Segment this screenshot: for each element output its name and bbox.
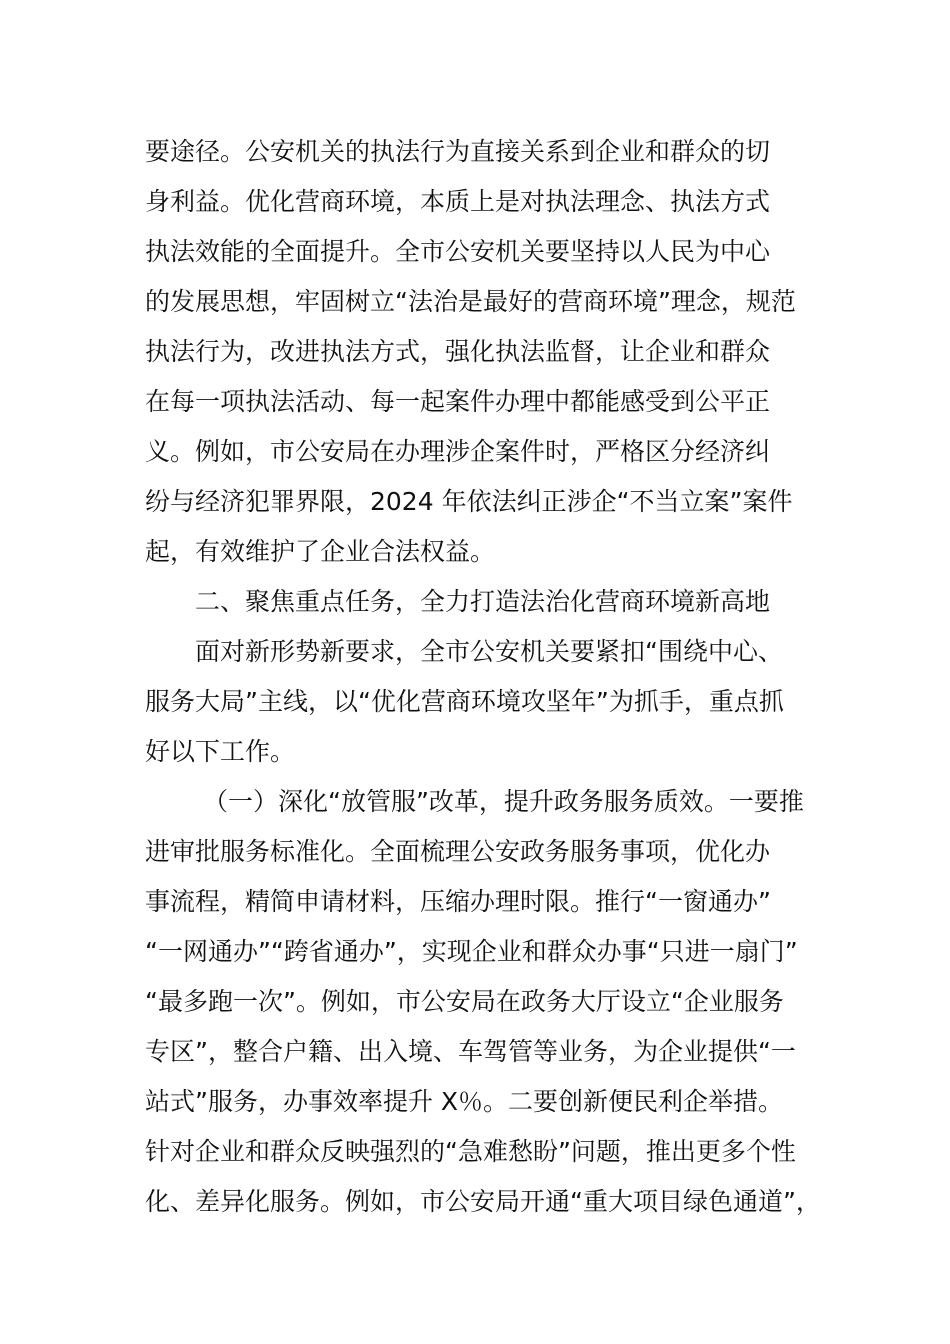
text-line: 服务大局”主线，以“优化营商环境攻坚年”为抓手，重点抓 [145, 687, 784, 716]
text-line: 起，有效维护了企业合法权益。 [145, 537, 496, 566]
text-line: 的发展思想，牢固树立“法治是最好的营商环境”理念，规范 [145, 287, 796, 316]
text-line: 站式”服务，办事效率提升 X％。二要创新便民利企举措。 [145, 1087, 784, 1116]
text-line: 面对新形势新要求，全市公安机关要紧扣“围绕中心、 [195, 637, 783, 666]
text-line: 事流程，精简申请材料，压缩办理时限。推行“一窗通办” [145, 887, 771, 916]
text-line: 执法效能的全面提升。全市公安机关要坚持以人民为中心 [145, 237, 771, 266]
text-line: 义。例如，市公安局在办理涉企案件时，严格区分经济纠 [145, 437, 771, 466]
text-line: 好以下工作。 [145, 737, 296, 766]
document-body [145, 127, 835, 1227]
subsection-heading-line: （一）深化“放管服”改革，提升政务服务质效。一要推 [203, 787, 804, 816]
text-line: “一网通办”“跨省通办”，实现企业和群众办事“只进一扇门” [145, 937, 798, 966]
section-heading: 二、聚焦重点任务，全力打造法治化营商环境新高地 [195, 587, 771, 616]
text-line: 专区”，整合户籍、出入境、车驾管等业务，为企业提供“一 [145, 1037, 796, 1066]
text-line: 执法行为，改进执法方式，强化执法监督，让企业和群众 [145, 337, 771, 366]
text-line: 进审批服务标准化。全面梳理公安政务服务事项，优化办 [145, 837, 771, 866]
text-line: 身利益。优化营商环境，本质上是对执法理念、执法方式 [145, 187, 771, 216]
text-line: 要途径。公安机关的执法行为直接关系到企业和群众的切 [145, 137, 771, 166]
text-line: 针对企业和群众反映强烈的“急难愁盼”问题，推出更多个性 [145, 1137, 796, 1166]
text-line: “最多跑一次”。例如，市公安局在政务大厅设立“企业服务 [145, 987, 784, 1016]
text-line: 纷与经济犯罪界限，2024 年依法纠正涉企“不当立案”案件 [145, 487, 793, 516]
text-line: 在每一项执法活动、每一起案件办理中都能感受到公平正 [145, 387, 771, 416]
text-line: 化、差异化服务。例如，市公安局开通“重大项目绿色通道”， [145, 1187, 821, 1216]
